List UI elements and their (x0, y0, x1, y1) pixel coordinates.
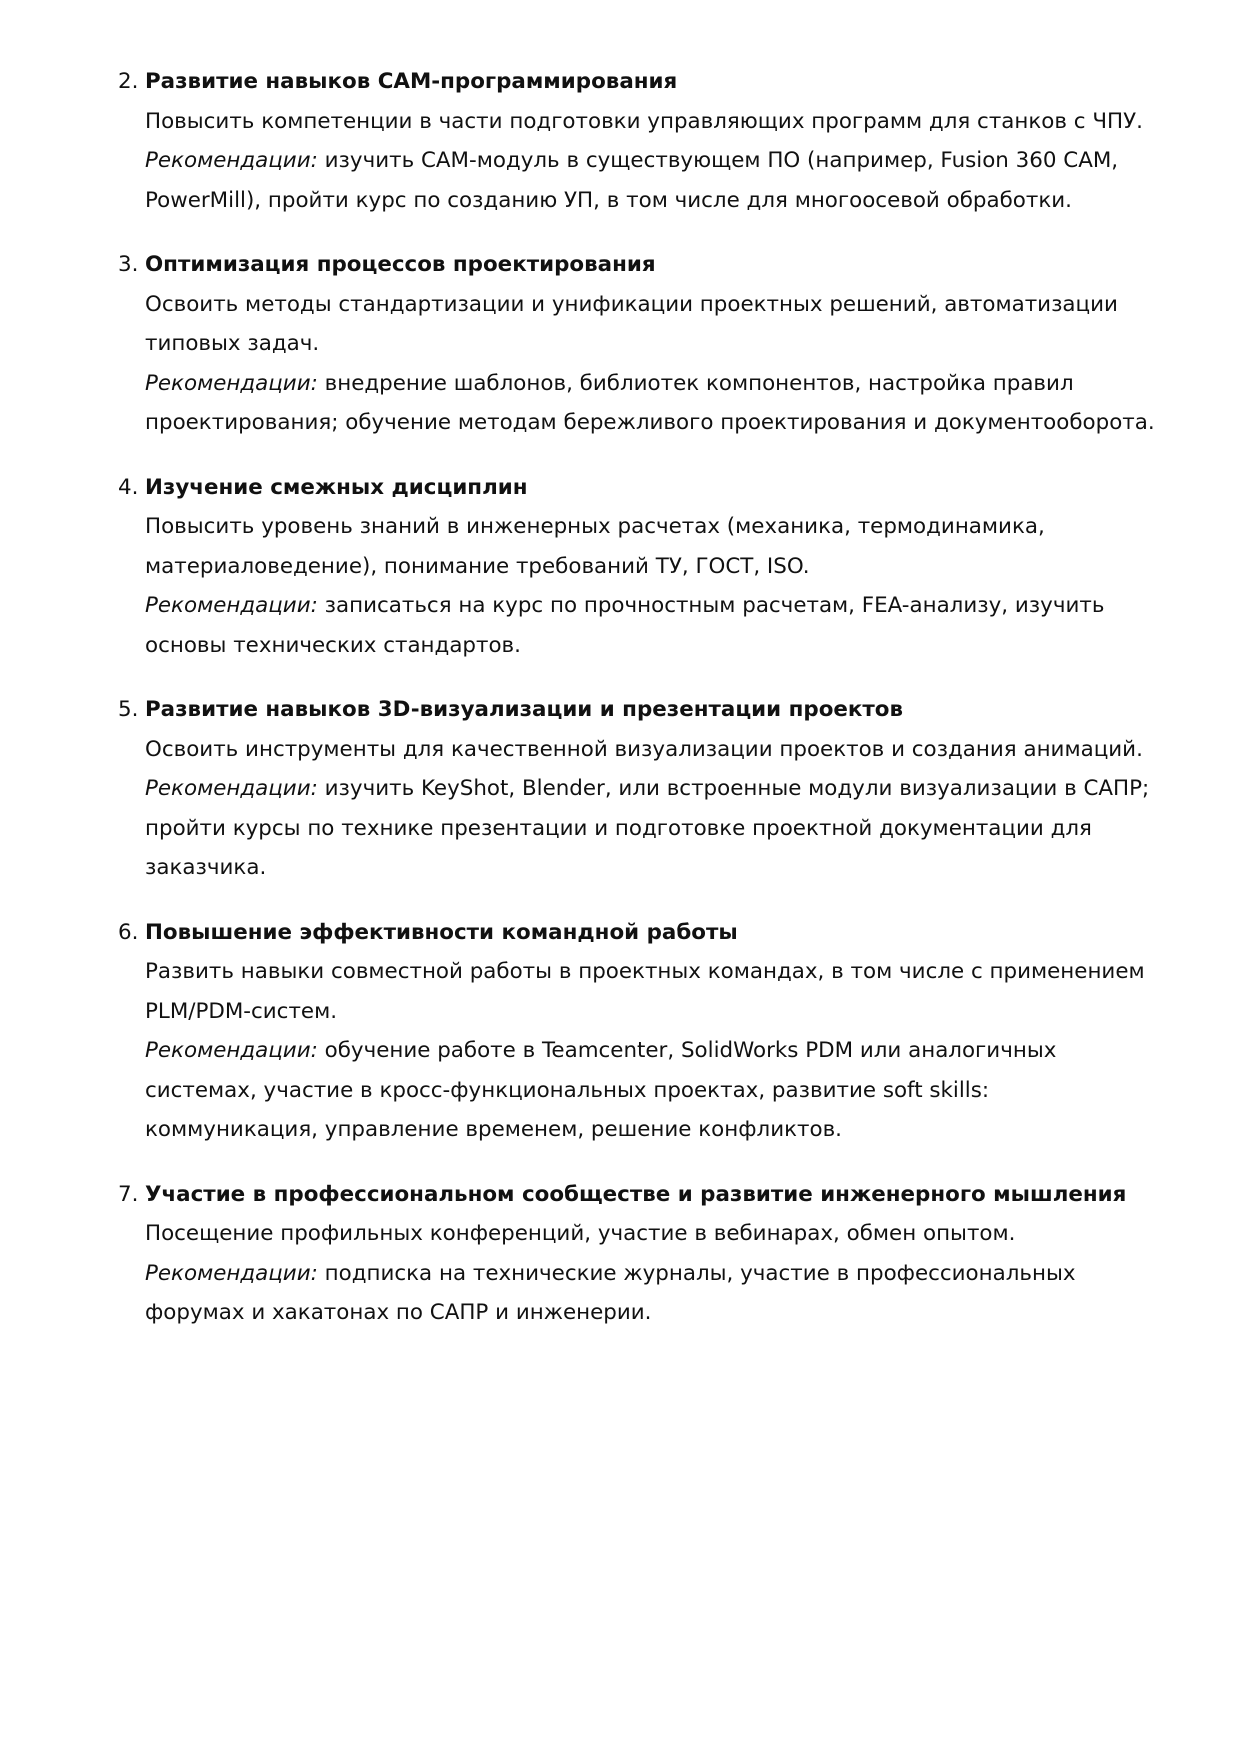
item-title: Изучение смежных дисциплин (145, 474, 528, 500)
item-recommendation (145, 1254, 1158, 1333)
list-item (118, 690, 1158, 888)
item-description: Повысить уровень знаний в инженерных расчетах (механика, термодинамика, материаловедение), понимание требований ТУ, ГОСТ, ISO. (145, 514, 1045, 579)
recommendation-text: подписка на технические журналы, участие в профессиональных форумах и хакатонах по САПР и инженерии. (145, 1260, 1076, 1325)
item-recommendation (145, 586, 1158, 665)
recommendation-label: Рекомендации: (145, 370, 318, 396)
list-item (118, 468, 1158, 666)
item-description: Освоить инструменты для качественной визуализации проектов и создания анимаций. (145, 736, 1143, 762)
item-number: 7. (118, 1181, 139, 1207)
item-description: Повысить компетенции в части подготовки управляющих программ для станков с ЧПУ. (145, 108, 1143, 134)
item-number: 6. (118, 919, 139, 945)
item-title: Повышение эффективности командной работы (145, 919, 738, 945)
item-number: 5. (118, 697, 139, 722)
recommendation-label: Рекомендации: (145, 148, 318, 173)
list-item (118, 913, 1158, 1150)
recommendation-label: Рекомендации: (145, 593, 318, 618)
item-title: Развитие навыков CAM-программирования (145, 69, 678, 94)
recommendation-text: изучить KeyShot, Blender, или встроенные модули визуализации в САПР; пройти курсы по технике презентации и подготовке проектной документации для заказчика. (145, 776, 1150, 880)
list-item (118, 1175, 1158, 1333)
item-recommendation (145, 769, 1158, 888)
item-number: 4. (118, 474, 139, 500)
recommendation-text: внедрение шаблонов, библиотек компонентов, настройка правил проектирования; обучение методам бережливого проектирования и документооборота. (145, 370, 1155, 435)
item-number: 3. (118, 252, 139, 277)
recommendation-list (118, 62, 1158, 1358)
item-description: Посещение профильных конференций, участие в вебинарах, обмен опытом. (145, 1221, 1016, 1246)
list-item (118, 245, 1158, 443)
recommendation-label: Рекомендации: (145, 1038, 318, 1063)
recommendation-text: записаться на курс по прочностным расчетам, FEA-анализу, изучить основы технических стандартов. (145, 593, 1105, 658)
item-recommendation (145, 364, 1158, 443)
item-description: Развить навыки совместной работы в проектных командах, в том числе с применением PLM/PDM-систем. (145, 959, 1145, 1024)
recommendation-text: обучение работе в Teamcenter, SolidWorks PDM или аналогичных системах, участие в кросс-функциональных проектах, развитие soft skills: коммуникация, управление временем, решение конфликтов. (145, 1038, 1057, 1142)
recommendation-label: Рекомендации: (145, 1260, 318, 1286)
item-title: Оптимизация процессов проектирования (145, 252, 656, 277)
item-number: 2. (118, 69, 139, 94)
list-item (118, 62, 1158, 220)
item-description: Освоить методы стандартизации и унификации проектных решений, автоматизации типовых задач. (145, 291, 1118, 356)
item-recommendation (145, 141, 1158, 220)
item-recommendation (145, 1031, 1158, 1150)
item-title: Участие в профессиональном сообществе и развитие инженерного мышления (145, 1181, 1127, 1207)
recommendation-label: Рекомендации: (145, 776, 318, 801)
recommendation-text: изучить CAM-модуль в существующем ПО (например, Fusion 360 CAM, PowerMill), пройти курс по созданию УП, в том числе для многоосевой обработки. (145, 148, 1119, 213)
item-title: Развитие навыков 3D-визуализации и презентации проектов (145, 697, 904, 722)
